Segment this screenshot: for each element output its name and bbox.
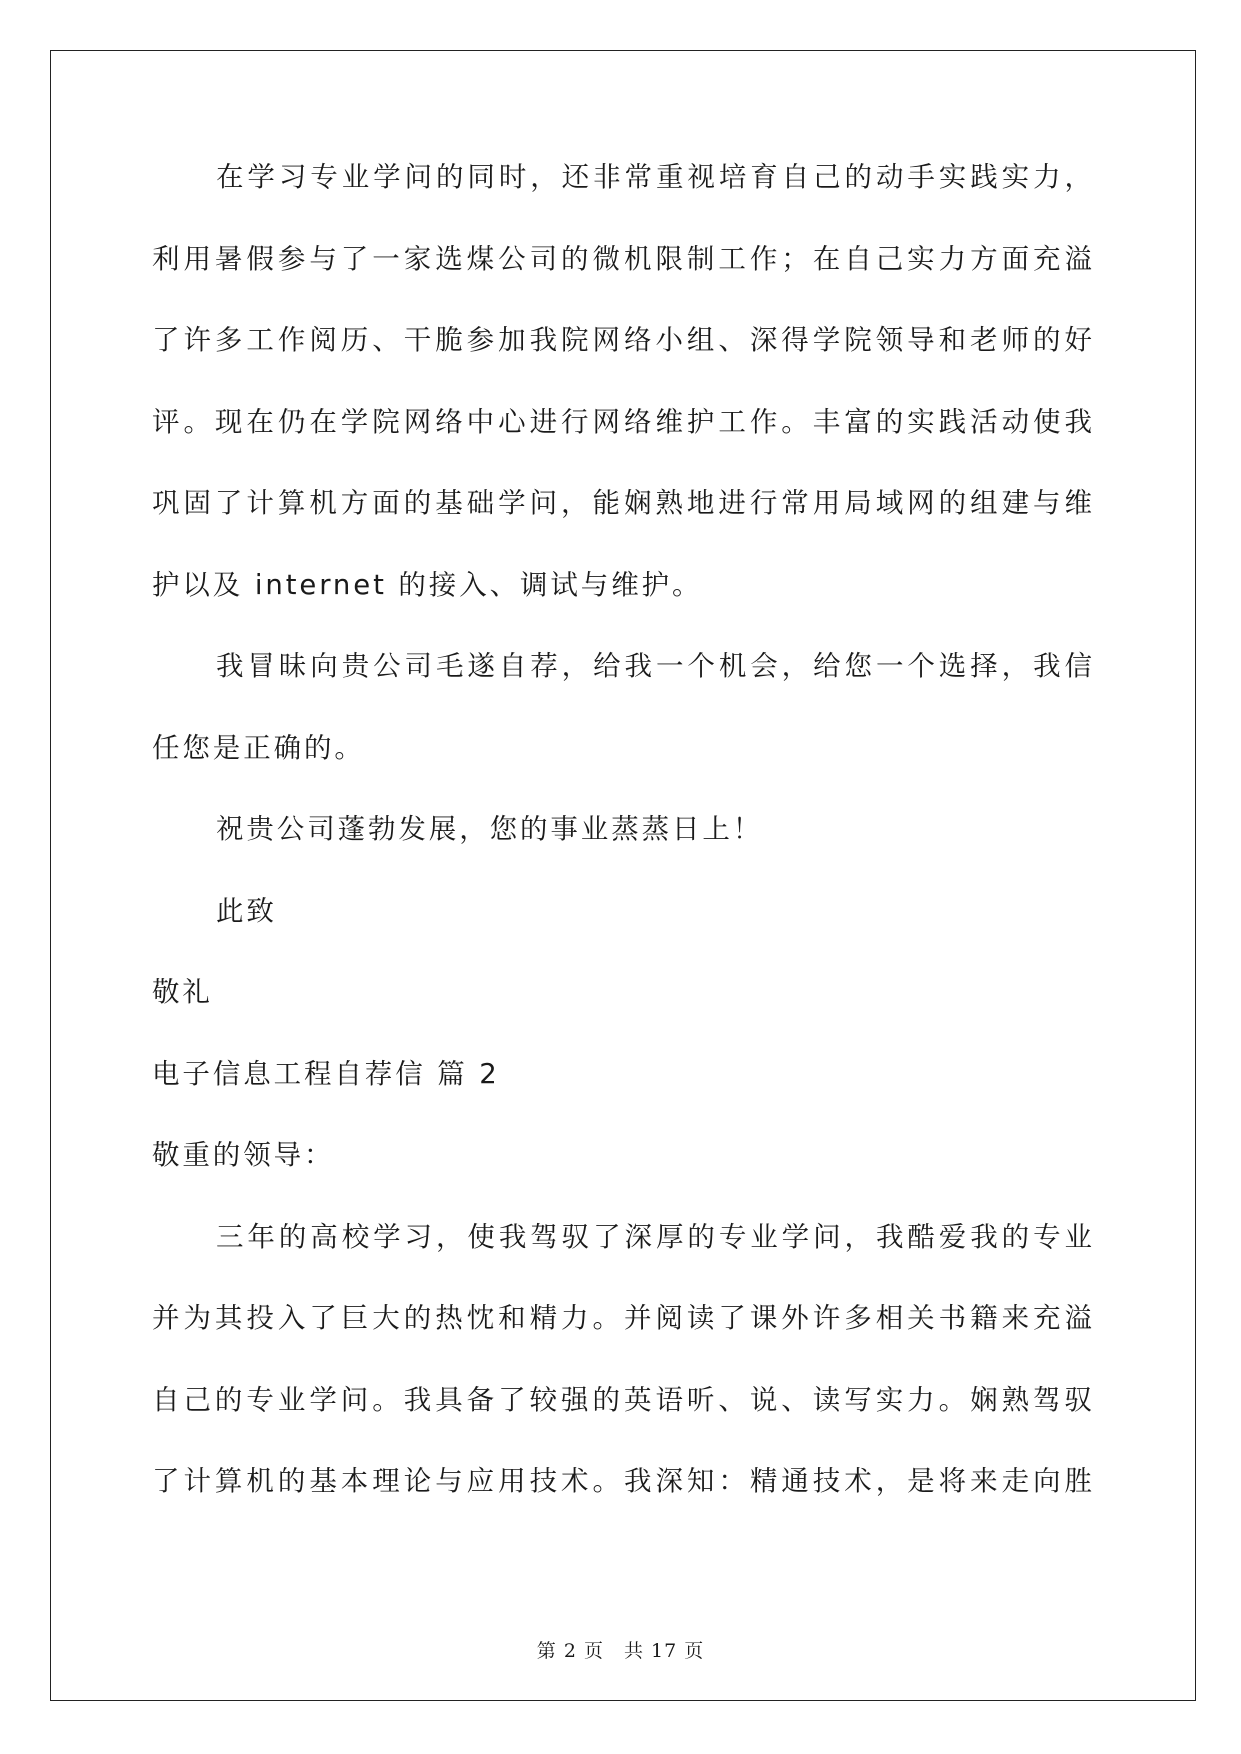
letter-greeting: 敬重的领导： xyxy=(152,1139,335,1171)
paragraph-line: 评。现在仍在学院网络中心进行网络维护工作。丰富的实践活动使我 xyxy=(152,405,1092,438)
salutation-closing: 此致 xyxy=(216,894,277,927)
paragraph-line: 了计算机的基本理论与应用技术。我深知：精通技术，是将来走向胜 xyxy=(152,1465,1092,1497)
paragraph-line: 在学习专业学问的同时，还非常重视培育自己的动手实践实力， xyxy=(216,161,1092,193)
paragraph-line: 三年的高校学习，使我驾驭了深厚的专业学问，我酷爱我的专业 xyxy=(216,1220,1092,1253)
section-heading: 电子信息工程自荐信 篇 2 xyxy=(152,1057,500,1090)
paragraph-line: 任您是正确的。 xyxy=(152,731,365,764)
page-number: 第 2 页 共 17 页 xyxy=(536,1640,705,1662)
paragraph-line: 并为其投入了巨大的热忱和精力。并阅读了课外许多相关书籍来充溢 xyxy=(152,1302,1092,1334)
paragraph-line: 祝贵公司蓬勃发展，您的事业蒸蒸日上！ xyxy=(216,813,764,845)
paragraph-line: 我冒昧向贵公司毛遂自荐，给我一个机会，给您一个选择，我信 xyxy=(216,650,1092,682)
paragraph-line: 了许多工作阅历、干脆参加我院网络小组、深得学院领导和老师的好 xyxy=(152,324,1092,356)
paragraph-line: 自己的专业学问。我具备了较强的英语听、说、读写实力。娴熟驾驭 xyxy=(152,1383,1092,1416)
paragraph-line: 利用暑假参与了一家选煤公司的微机限制工作；在自己实力方面充溢 xyxy=(152,242,1092,275)
paragraph-line: 巩固了计算机方面的基础学问，能娴熟地进行常用局域网的组建与维 xyxy=(152,487,1092,519)
document-body xyxy=(152,160,1092,1546)
salutation-regards: 敬礼 xyxy=(152,976,213,1008)
paragraph-line: 护以及 internet 的接入、调试与维护。 xyxy=(152,568,703,601)
